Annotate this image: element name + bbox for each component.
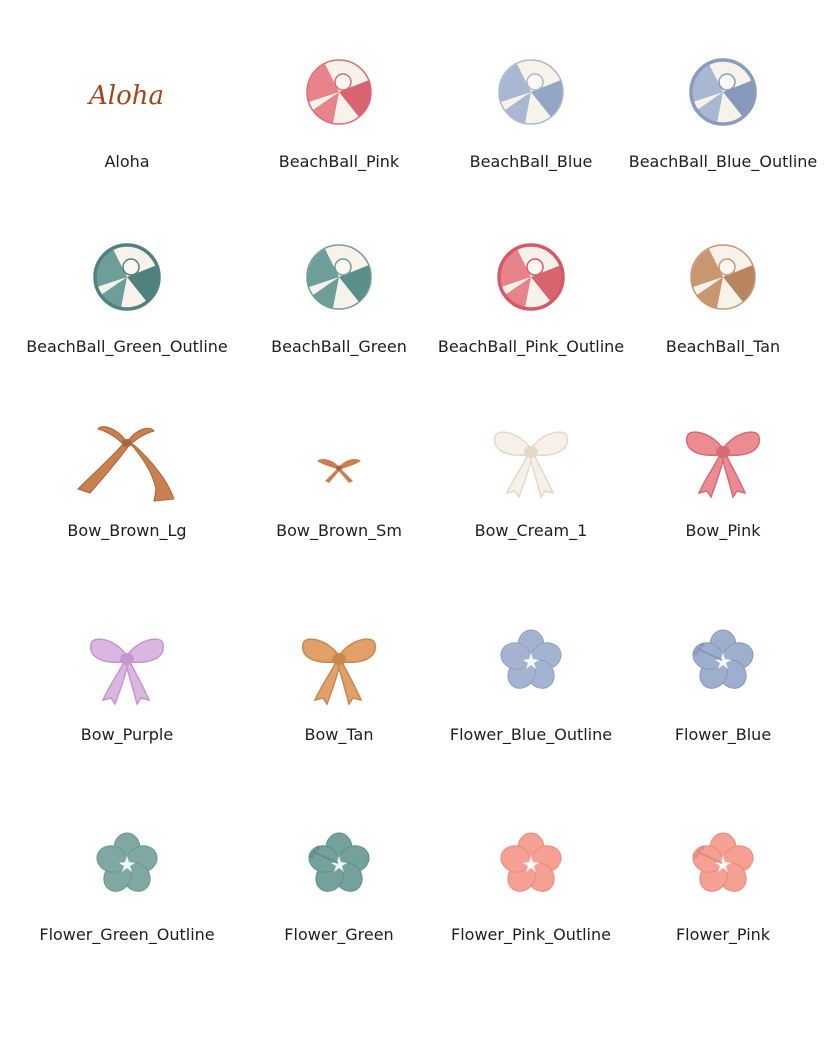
sticker-label: BeachBall_Pink (278, 152, 400, 171)
beach-ball-icon (305, 243, 373, 311)
sticker-item[interactable] (22, 423, 232, 583)
bow-icon (76, 423, 178, 503)
aloha-script-icon (85, 74, 169, 114)
sticker-label: BeachBall_Green_Outline (26, 337, 228, 356)
sticker-label: Bow_Brown_Lg (67, 521, 187, 540)
hibiscus-flower-icon (500, 630, 562, 692)
hibiscus-flower-icon (96, 833, 158, 895)
beach-ball-icon (497, 243, 565, 311)
bow-icon (491, 423, 571, 499)
sticker-label: BeachBall_Blue (469, 152, 593, 171)
sticker-item[interactable] (234, 423, 444, 583)
sticker-label: Aloha (104, 152, 150, 171)
sticker-label: Bow_Tan (304, 725, 374, 744)
sticker-item[interactable] (234, 833, 444, 993)
sticker-item[interactable] (22, 58, 232, 218)
svg-text:Aloha: Aloha (89, 81, 164, 111)
sticker-item[interactable] (234, 630, 444, 790)
hibiscus-flower-icon (500, 833, 562, 895)
beach-ball-icon (689, 243, 757, 311)
sticker-label: Flower_Green (284, 925, 394, 944)
sticker-label: BeachBall_Green (271, 337, 407, 356)
sticker-label: Bow_Brown_Sm (276, 521, 402, 540)
sticker-label: Flower_Blue (674, 725, 772, 744)
hibiscus-flower-icon (692, 833, 754, 895)
sticker-item[interactable] (22, 630, 232, 790)
sticker-item[interactable] (426, 630, 636, 790)
sticker-item[interactable] (426, 423, 636, 583)
sticker-item[interactable] (618, 833, 828, 993)
sticker-label: Bow_Purple (80, 725, 174, 744)
bow-icon (299, 630, 379, 706)
sticker-item[interactable] (618, 243, 828, 403)
sticker-item[interactable] (22, 243, 232, 403)
sticker-label: Flower_Pink_Outline (451, 925, 611, 944)
bow-icon (315, 455, 363, 485)
sticker-label: BeachBall_Blue_Outline (628, 152, 818, 171)
sticker-label: Flower_Pink (675, 925, 771, 944)
sticker-label: Flower_Blue_Outline (449, 725, 613, 744)
beach-ball-icon (93, 243, 161, 311)
hibiscus-flower-icon (308, 833, 370, 895)
sticker-item[interactable] (234, 58, 444, 218)
sticker-item[interactable] (234, 243, 444, 403)
sticker-label: Flower_Green_Outline (39, 925, 215, 944)
beach-ball-icon (497, 58, 565, 126)
sticker-label: Bow_Cream_1 (474, 521, 588, 540)
sticker-item[interactable] (618, 58, 828, 218)
sticker-label: BeachBall_Tan (665, 337, 781, 356)
bow-icon (683, 423, 763, 499)
sticker-item[interactable] (426, 243, 636, 403)
sticker-item[interactable] (618, 423, 828, 583)
sticker-item[interactable] (426, 58, 636, 218)
sticker-item[interactable] (22, 833, 232, 993)
beach-ball-icon (305, 58, 373, 126)
beach-ball-icon (689, 58, 757, 126)
hibiscus-flower-icon (692, 630, 754, 692)
sticker-label: Bow_Pink (685, 521, 761, 540)
sticker-item[interactable] (426, 833, 636, 993)
sticker-item[interactable] (618, 630, 828, 790)
sticker-label: BeachBall_Pink_Outline (437, 337, 625, 356)
bow-icon (87, 630, 167, 706)
